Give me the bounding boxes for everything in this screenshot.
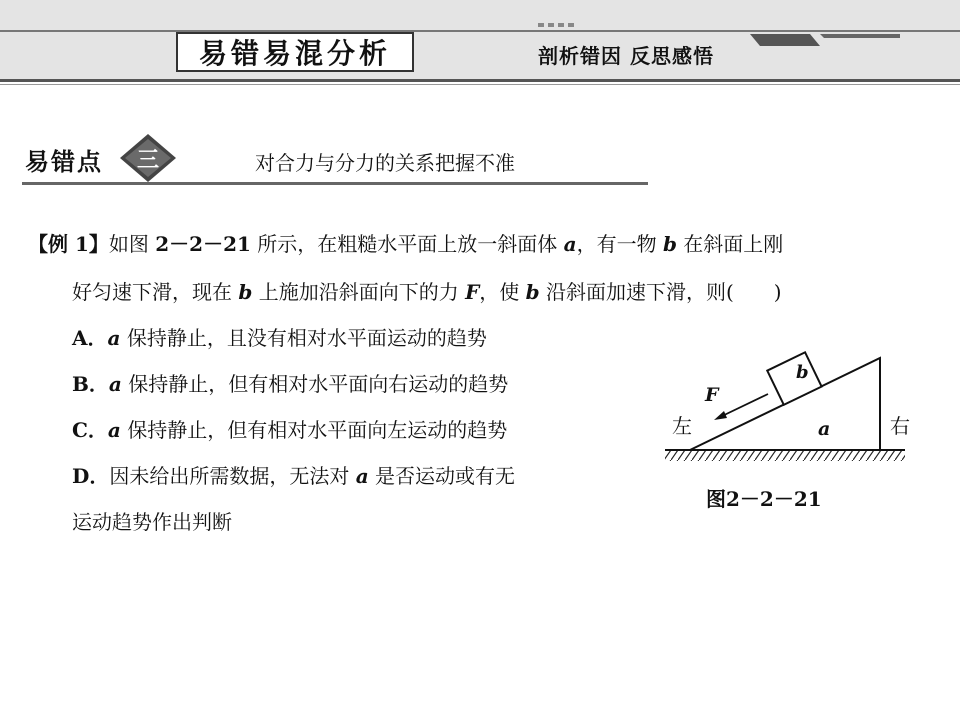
option-d-continued [72, 506, 232, 535]
label-left: 左 [672, 414, 692, 438]
option-text: 保持静止，且没有相对水平面运动的趋势 [120, 326, 487, 350]
text-segment: 上施加沿斜面向下的力 [252, 280, 466, 304]
text-segment: 好匀速下滑，现在 [72, 280, 239, 304]
var-b: b [662, 232, 677, 256]
text-segment: 在斜面上刚 [676, 232, 784, 256]
label-a: a [818, 418, 831, 440]
force-arrow [718, 394, 768, 418]
var-F: F [465, 280, 480, 304]
header-bottom-rule [0, 79, 960, 82]
option-d[interactable] [72, 460, 515, 489]
var-a: a [107, 418, 121, 442]
text-segment: ，使 [479, 280, 526, 304]
question-line-1 [28, 228, 783, 257]
question-tag: 【例 1】 [28, 232, 109, 256]
text-segment: 如图 [108, 232, 156, 256]
section-title: 对合力与分力的关系把握不准 [255, 151, 515, 175]
text-segment: 沿斜面加速下滑，则( ) [539, 280, 782, 304]
section-rule [22, 182, 648, 185]
page-title: 易错易混分析 [176, 32, 414, 72]
option-key: B． [72, 372, 109, 396]
ground-hatch [665, 451, 905, 461]
label-right: 右 [890, 414, 910, 438]
figure-ref: 2－2－21 [155, 232, 251, 256]
option-text: 运动趋势作出判断 [72, 510, 232, 534]
option-text: 是否运动或有无 [368, 464, 516, 488]
figure-caption: 图2－2－21 [706, 487, 822, 511]
var-b: b [525, 280, 540, 304]
stripe-decoration [750, 30, 900, 52]
option-text: 保持静止，但有相对水平面向右运动的趋势 [121, 372, 509, 396]
var-a: a [355, 464, 369, 488]
section-number: 三 [136, 146, 159, 173]
text-segment: 所示，在粗糙水平面上放一斜面体 [250, 232, 564, 256]
arrowhead-icon [714, 411, 727, 420]
var-a: a [563, 232, 577, 256]
var-b: b [238, 280, 253, 304]
text-segment: ，有一物 [576, 232, 663, 256]
question-line-2 [72, 276, 782, 305]
option-key: A． [72, 326, 108, 350]
option-key: C． [72, 418, 108, 442]
label-F: F [705, 384, 719, 406]
header-bottom-rule-thin [0, 84, 960, 85]
option-text: 因未给出所需数据，无法对 [109, 464, 356, 488]
option-b[interactable] [72, 368, 508, 397]
option-a[interactable] [72, 322, 487, 351]
header-band [0, 0, 960, 80]
dots-decoration [538, 21, 598, 29]
var-a: a [107, 326, 121, 350]
header-subtitle: 剖析错因 反思感悟 [538, 44, 714, 68]
option-c[interactable] [72, 414, 507, 443]
section-label: 易错点 [25, 148, 103, 176]
section-number-badge [120, 134, 176, 182]
option-key: D． [72, 464, 110, 488]
option-text: 保持静止，但有相对水平面向左运动的趋势 [120, 418, 508, 442]
block-b [767, 352, 821, 404]
label-b: b [796, 362, 809, 383]
var-a: a [108, 372, 122, 396]
